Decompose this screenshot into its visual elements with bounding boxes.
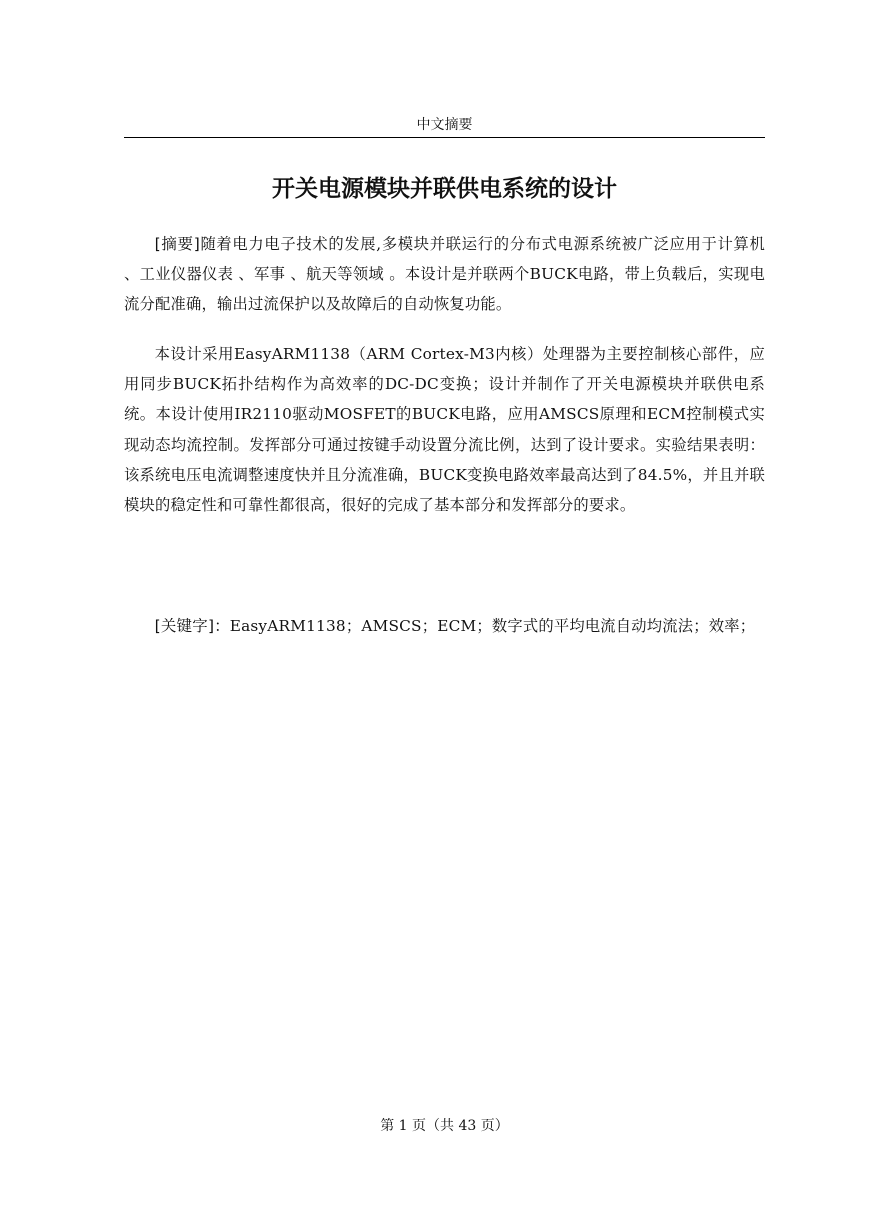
abstract-text: 随着电力电子技术的发展,多模块并联运行的分布式电源系统被广泛应用于计算机 、工业仪器仪表 、军事 、航天等领域 。本设计是并联两个BUCK电路，带上负载后，实现电流分配准确，输出过流保护以及故障后的自动恢复功能。 — [124, 235, 765, 314]
page-footer: 第 1 页（共 43 页） — [380, 1118, 509, 1134]
document-title: 开关电源模块并联供电系统的设计 — [272, 176, 617, 202]
keywords-label: [关键字] — [154, 617, 215, 635]
keywords-text: ：EasyARM1138；AMSCS；ECM；数字式的平均电流自动均流法；效率； — [214, 617, 756, 635]
keywords-paragraph — [124, 611, 765, 641]
abstract-label: [摘要] — [154, 235, 200, 253]
running-header: 中文摘要 — [416, 117, 473, 133]
design-text: 本设计采用EasyARM1138（ARM Cortex-M3内核）处理器为主要控制核心部件，应用同步BUCK拓扑结构作为高效率的DC-DC变换；设计并制作了开关电源模块并联供电系统。本设计使用IR2110驱动MOSFET的BUCK电路，应用AMSCS原理和ECM控制模式实现动态均流控制。发挥部分可通过按键手动设置分流比例，达到了设计要求。实验结果表明：该系统电压电流调整速度快并且分流准确，BUCK变换电路效率最高达到了84.5%，并且并联模块的稳定性和可靠性都很高，很好的完成了基本部分和发挥部分的要求。 — [124, 345, 765, 515]
design-paragraph — [124, 339, 765, 520]
abstract-paragraph — [124, 229, 765, 320]
header-divider — [124, 137, 765, 138]
